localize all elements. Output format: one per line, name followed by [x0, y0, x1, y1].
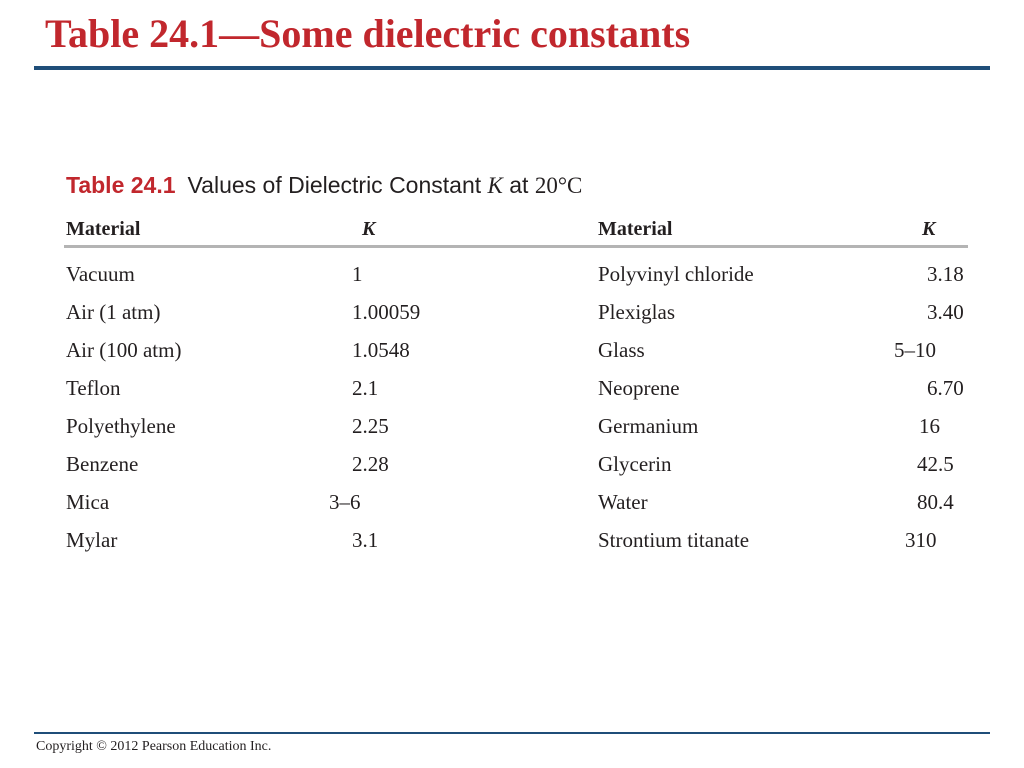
- material-name: Mica: [66, 490, 110, 514]
- footer-rule: [34, 732, 990, 734]
- k-value: 2.25: [352, 414, 389, 438]
- material-name: Plexiglas: [598, 300, 675, 324]
- k-value: 2.28: [352, 452, 389, 476]
- k-value: 42.5: [917, 452, 954, 476]
- material-name: Mylar: [66, 528, 118, 552]
- caption-temperature: 20°C: [534, 173, 583, 198]
- header-rule: [64, 245, 968, 248]
- material-name: Strontium titanate: [598, 528, 750, 552]
- k-value: 310: [905, 528, 937, 552]
- k-value: 5–10: [894, 338, 936, 362]
- title-rule: [34, 66, 990, 70]
- material-name: Polyethylene: [66, 414, 176, 438]
- material-name: Benzene: [66, 452, 139, 476]
- table-caption-text: [188, 172, 583, 198]
- caption-k-symbol: K: [487, 173, 503, 198]
- k-value: 16: [919, 414, 940, 438]
- header-k-right: K: [922, 218, 936, 240]
- caption-text-start: Values of Dielectric Constant: [187, 172, 488, 198]
- k-value: 3.40: [927, 300, 964, 324]
- material-name: Glycerin: [598, 452, 672, 476]
- k-value: 1.0548: [352, 338, 410, 362]
- k-value: 3–6: [329, 490, 361, 514]
- k-value: 3.1: [352, 528, 379, 552]
- k-value: 2.1: [352, 376, 379, 400]
- material-name: Glass: [598, 338, 645, 362]
- material-name: Polyvinyl chloride: [598, 262, 754, 286]
- header-k-left: K: [362, 218, 376, 240]
- slide-title: Table 24.1—Some dielectric constants: [45, 11, 691, 56]
- table-label: Table 24.1: [66, 172, 176, 198]
- k-value: 6.70: [927, 376, 964, 400]
- material-name: Water: [598, 490, 648, 514]
- k-value: 3.18: [927, 262, 964, 286]
- k-value: 1.00059: [352, 300, 421, 324]
- material-name: Neoprene: [598, 376, 680, 400]
- material-name: Air (1 atm): [66, 300, 161, 324]
- header-material-left: Material: [66, 218, 141, 240]
- table-caption: [66, 170, 582, 201]
- header-material-right: Material: [598, 218, 673, 240]
- material-name: Vacuum: [66, 262, 135, 286]
- k-value: 80.4: [917, 490, 954, 514]
- copyright-notice: Copyright © 2012 Pearson Education Inc.: [36, 739, 272, 754]
- material-name: Germanium: [598, 414, 699, 438]
- material-name: Air (100 atm): [66, 338, 182, 362]
- k-value: 1: [352, 262, 363, 286]
- material-name: Teflon: [66, 376, 121, 400]
- caption-text-at: at: [502, 172, 535, 198]
